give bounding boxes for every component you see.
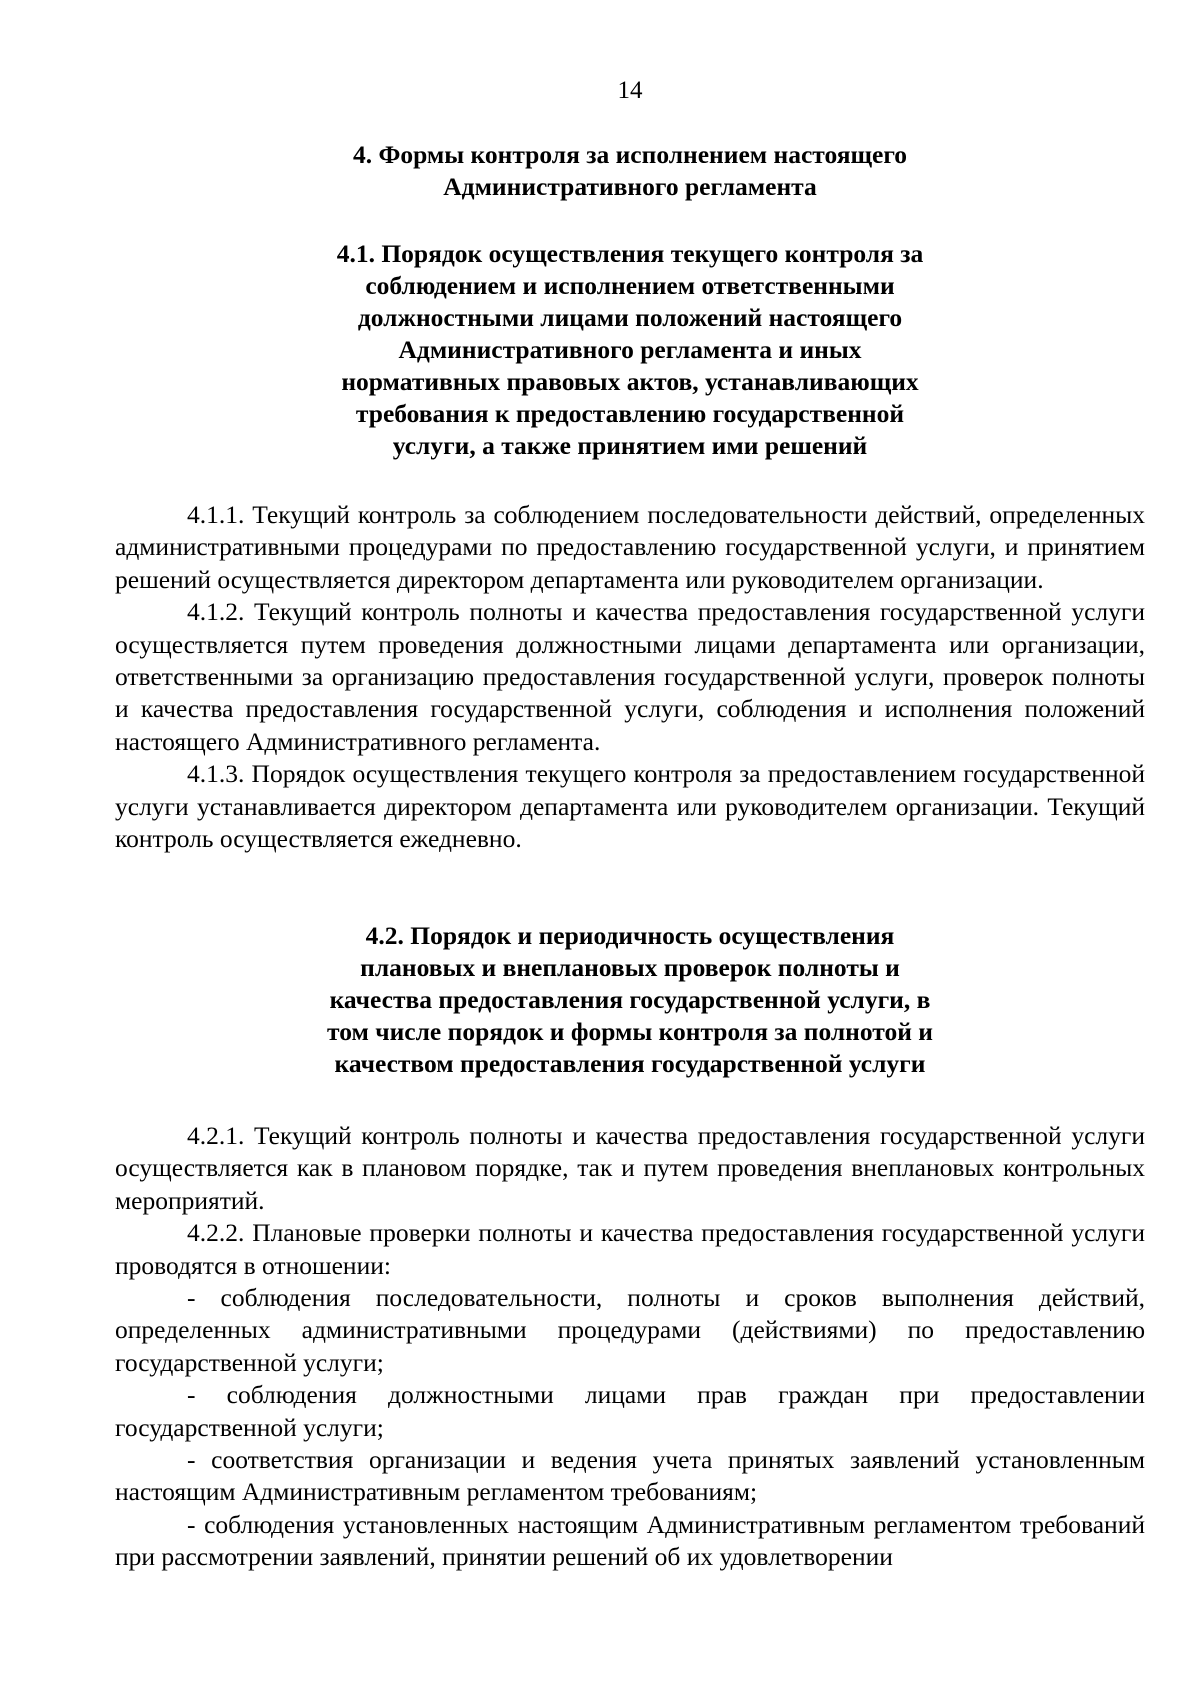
subsection-title-line: требования к предоставлению государственной <box>355 399 905 428</box>
subsection-body-4-2 <box>115 1120 1145 1574</box>
subsection-title-line: услуги, а также принятием ими решений <box>392 431 868 460</box>
subsection-title-line: качества предоставления государственной услуги, в <box>329 985 931 1014</box>
subsection-title-line: качеством предоставления государственной услуги <box>334 1049 926 1078</box>
section-title <box>115 139 1145 203</box>
subsection-title-line: 4.2. Порядок и периодичность осуществления <box>365 921 895 950</box>
paragraph-4-1-1: 4.1.1. Текущий контроль за соблюдением последовательности действий, определенных административными процедурами по предоставлению государственной услуги, и принятием решений осуществляется директором департамента или руководителем организации. <box>115 500 1145 594</box>
subsection-title-4-1 <box>115 238 1145 462</box>
paragraph-4-2-2: 4.2.2. Плановые проверки полноты и качества предоставления государственной услуги проводятся в отношении: <box>115 1218 1145 1280</box>
list-item: - соблюдения установленных настоящим Административным регламентом требований при рассмотрении заявлений, принятии решений об их удовлетворении <box>115 1509 1145 1572</box>
section-title-line: 4. Формы контроля за исполнением настоящего <box>352 140 908 169</box>
subsection-title-4-2 <box>115 920 1145 1080</box>
subsection-body-4-1 <box>115 499 1145 855</box>
list-item: - соответствия организации и ведения учета принятых заявлений установленным настоящим Административным регламентом требованиям; <box>115 1445 1145 1507</box>
subsection-title-line: Административного регламента и иных <box>398 335 862 364</box>
paragraph-4-1-3: 4.1.3. Порядок осуществления текущего контроля за предоставлением государственной услуги устанавливается директором департамента или руководителем организации. Текущий контроль осуществляется ежедневно. <box>115 759 1145 854</box>
subsection-title-line: нормативных правовых актов, устанавливающих <box>341 367 919 396</box>
subsection-title-line: соблюдением и исполнением ответственными <box>365 271 895 300</box>
subsection-title-line: должностными лицами положений настоящего <box>357 303 903 332</box>
subsection-title-line: том числе порядок и формы контроля за полнотой и <box>327 1017 933 1046</box>
paragraph-4-1-2: 4.1.2. Текущий контроль полноты и качества предоставления государственной услуги осуществляется путем проведения должностными лицами департамента или организации, ответственными за организацию предоставления государственной услуги, проверок полноты и качества предоставления государственной услуги, соблюдения и исполнения положений настоящего Административного регламента. <box>115 597 1145 756</box>
page-number: 14 <box>617 77 643 104</box>
subsection-title-line: плановых и внеплановых проверок полноты и <box>360 953 900 982</box>
section-title-line: Административного регламента <box>443 172 817 201</box>
subsection-title-line: 4.1. Порядок осуществления текущего контроля за <box>336 239 924 268</box>
paragraph-4-2-1: 4.2.1. Текущий контроль полноты и качества предоставления государственной услуги осуществляется как в плановом порядке, так и путем проведения внеплановых контрольных мероприятий. <box>115 1121 1145 1215</box>
list-item: - соблюдения должностными лицами прав граждан при предоставлении государственной услуги; <box>115 1380 1145 1442</box>
list-item: - соблюдения последовательности, полноты и сроков выполнения действий, определенных административными процедурами (действиями) по предоставлению государственной услуги; <box>115 1283 1145 1377</box>
